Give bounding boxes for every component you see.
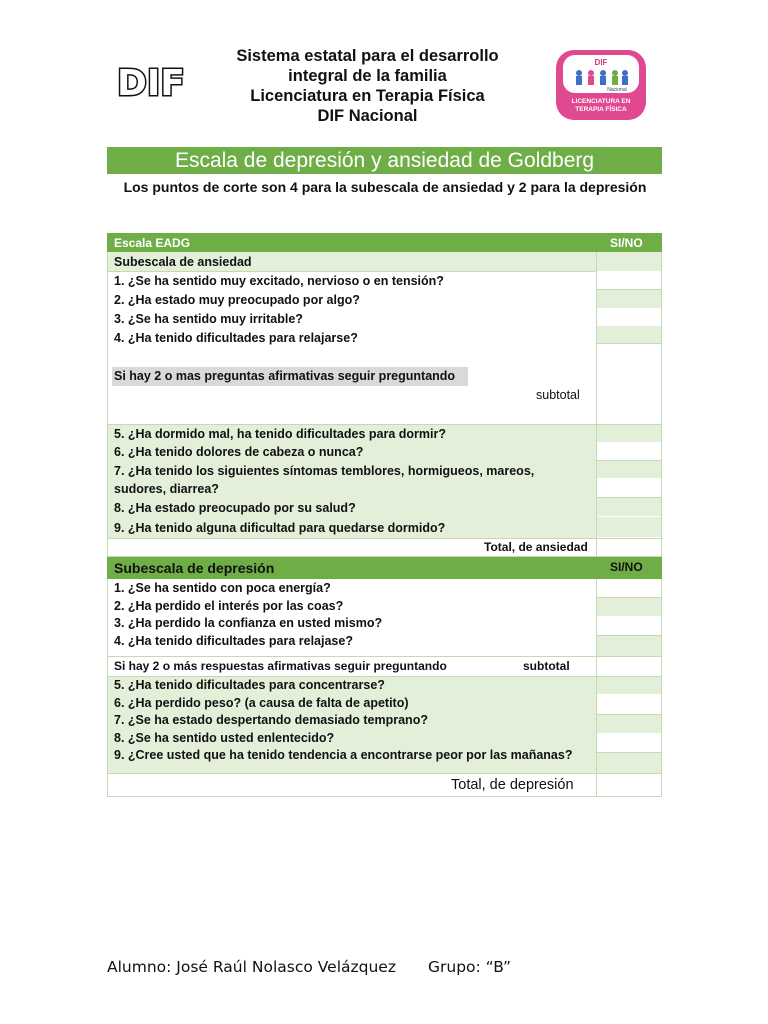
- depression-sino-header: SI/NO: [610, 560, 643, 574]
- depression-total-cell[interactable]: [597, 774, 661, 796]
- depression-answer-cell[interactable]: [597, 715, 661, 733]
- header-line-4: DIF Nacional: [317, 107, 418, 125]
- anxiety-question-1: 1. ¿Se ha sentido muy excitado, nervioso o en tensión?: [114, 274, 444, 288]
- depression-answer-cell[interactable]: [597, 677, 661, 694]
- anxiety-subscale-label: Subescala de ansiedad: [114, 255, 252, 269]
- badge-bottom-text-1: LICENCIATURA EN: [571, 98, 631, 105]
- anxiety-answer-cell[interactable]: [597, 461, 661, 478]
- anxiety-question-2: 2. ¿Ha estado muy preocupado por algo?: [114, 293, 360, 307]
- depression-question-7: 7. ¿Se ha estado despertando demasiado temprano?: [114, 713, 428, 727]
- badge-bottom-text-2: TERAPIA FÍSICA: [575, 106, 627, 113]
- depression-header-label: Subescala de depresión: [114, 560, 275, 576]
- anxiety-header-row: [107, 233, 662, 252]
- group-label: Grupo: “B”: [428, 958, 512, 976]
- anxiety-subtotal-cell[interactable]: [597, 343, 661, 425]
- depression-subtotal-label: subtotal: [523, 659, 570, 673]
- badge-top-text: DIF: [594, 58, 608, 67]
- anxiety-answer-cell[interactable]: [597, 272, 661, 290]
- badge-sub-text: Nacional: [607, 87, 627, 93]
- depression-question-8: 8. ¿Se ha sentido usted enlentecido?: [114, 731, 335, 745]
- anxiety-answer-cell[interactable]: [597, 252, 661, 271]
- depression-question-6: 6. ¿Ha perdido peso? (a causa de falta de apetito): [114, 696, 409, 710]
- anxiety-total-cell[interactable]: [597, 539, 661, 556]
- header-titles: [200, 46, 535, 126]
- anxiety-answer-cell[interactable]: [597, 443, 661, 461]
- depression-answer-cell[interactable]: [597, 753, 661, 773]
- header-line-1: Sistema estatal para el desarrollo: [236, 47, 499, 65]
- depression-question-3: 3. ¿Ha perdido la confianza en usted mismo?: [114, 616, 383, 630]
- footer: [107, 958, 667, 976]
- anxiety-question-5: 5. ¿Ha dormido mal, ha tenido dificultades para dormir?: [114, 427, 446, 441]
- depression-question-2: 2. ¿Ha perdido el interés por las coas?: [114, 599, 344, 613]
- depression-answer-cell[interactable]: [597, 598, 661, 616]
- anxiety-question-4: 4. ¿Ha tenido dificultades para relajarse?: [114, 331, 358, 345]
- anxiety-total-label: Total, de ansiedad: [484, 540, 588, 554]
- anxiety-answer-cell[interactable]: [597, 498, 661, 516]
- depression-subtotal-cell[interactable]: [597, 657, 661, 676]
- depression-answer-cell[interactable]: [597, 636, 661, 656]
- licenciatura-badge: [555, 49, 647, 121]
- anxiety-header-label: Escala EADG: [114, 236, 191, 250]
- anxiety-answer-cell[interactable]: [597, 517, 661, 537]
- anxiety-condition: Si hay 2 o mas preguntas afirmativas seguir preguntando: [114, 369, 456, 383]
- depression-condition: Si hay 2 o más respuestas afirmativas seguir preguntando: [114, 659, 447, 673]
- depression-total-label: Total, de depresión: [451, 777, 574, 793]
- anxiety-answer-cell[interactable]: [597, 308, 661, 327]
- anxiety-question-6: 6. ¿Ha tenido dolores de cabeza o nunca?: [114, 445, 364, 459]
- anxiety-answer-cell[interactable]: [597, 425, 661, 442]
- header-line-2: integral de la familia: [288, 67, 447, 85]
- dif-logo: [115, 62, 185, 102]
- depression-question-4: 4. ¿Ha tenido dificultades para relajase?: [114, 634, 353, 648]
- depression-total-rule: [107, 773, 662, 774]
- depression-answer-cell[interactable]: [597, 616, 661, 636]
- anxiety-question-9: 9. ¿Ha tenido alguna dificultad para quedarse dormido?: [114, 521, 446, 535]
- anxiety-question-8: 8. ¿Ha estado preocupado por su salud?: [114, 501, 356, 515]
- depression-answer-cell[interactable]: [597, 734, 661, 753]
- cutoff-intro: Los puntos de corte son 4 para la subescala de ansiedad y 2 para la depresión: [123, 179, 647, 195]
- depression-question-5: 5. ¿Ha tenido dificultades para concentrarse?: [114, 678, 385, 692]
- anxiety-sino-header: SI/NO: [610, 236, 643, 250]
- depression-answer-cell[interactable]: [597, 580, 661, 598]
- anxiety-question-3: 3. ¿Se ha sentido muy irritable?: [114, 312, 303, 326]
- anxiety-answer-cell[interactable]: [597, 290, 661, 308]
- dif-logo-text: DIF: [117, 63, 185, 102]
- anxiety-subtotal-label: subtotal: [536, 388, 580, 402]
- depression-question-9: 9. ¿Cree usted que ha tenido tendencia a encontrarse peor por las mañanas?: [114, 748, 573, 762]
- anxiety-question-7: 7. ¿Ha tenido los siguientes síntomas temblores, hormigueos, mareos, sudores, diarrea?: [114, 464, 535, 496]
- header-line-3: Licenciatura en Terapia Física: [250, 87, 485, 105]
- anxiety-answer-cell[interactable]: [597, 479, 661, 498]
- anxiety-answer-cell[interactable]: [597, 326, 661, 343]
- page-title: Escala de depresión y ansiedad de Goldberg: [107, 147, 662, 174]
- depression-question-1: 1. ¿Se ha sentido con poca energía?: [114, 581, 331, 595]
- student-name: Alumno: José Raúl Nolasco Velázquez: [107, 958, 396, 976]
- depression-answer-cell[interactable]: [597, 695, 661, 715]
